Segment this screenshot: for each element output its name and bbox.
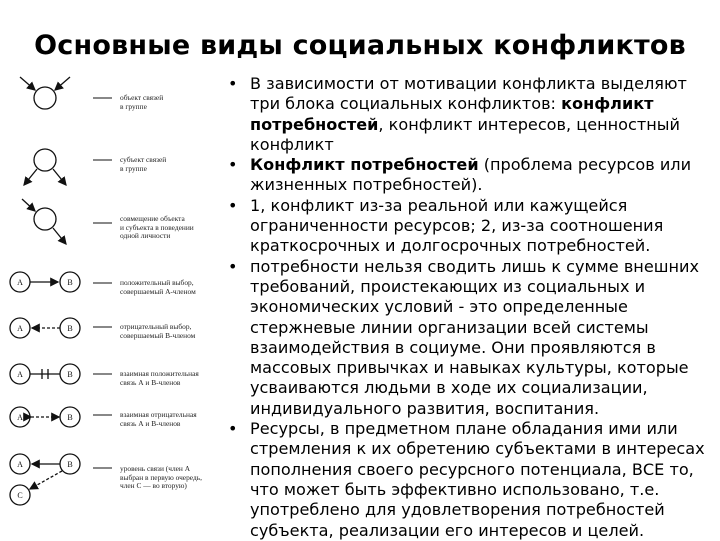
- subject-of-connections-symbol: [24, 149, 66, 185]
- node-a-label: A: [17, 370, 23, 379]
- caption-negative-choice: отрицательный выбор, совершаемый В-членом: [120, 322, 196, 340]
- caption-subject: субъект связей в группе: [120, 155, 167, 173]
- bullet-item: • В зависимости от мотивации конфликта выделяют три блока социальных конфликтов: конфликт потребностей, конфликт интересов, ценностный конфликт: [228, 74, 714, 155]
- node-b-label: B: [67, 370, 73, 379]
- node-a-label: A: [17, 413, 23, 422]
- bullet-item: • Ресурсы, в предметном плане обладания ими или стремления к их обретению субъектами в интересах пополнения своего ресурсного потенциала, ВСЕ то, что может быть эффективно использовано, т.е. употреблено для удовлетворения потребностей субъекта, реализации его интересов и целей.: [228, 419, 714, 541]
- node-b-label: B: [67, 413, 73, 422]
- combined-subject-object-symbol: [22, 199, 66, 244]
- caption-connection-level: уровень связи (член А выбран в первую очередь, член С — во вторую): [120, 464, 202, 491]
- node-a-label: A: [17, 324, 23, 333]
- node-b-label: B: [67, 460, 73, 469]
- caption-mutual-negative: взаимная отрицательная связь А и В-членов: [120, 410, 197, 428]
- bullet-list: [228, 74, 714, 541]
- object-of-connections-symbol: [20, 77, 70, 109]
- node-b-label: B: [67, 278, 73, 287]
- node-b-label: B: [67, 324, 73, 333]
- slide-title: Основные виды социальных конфликтов: [34, 30, 686, 61]
- caption-combined: совмещение объекта и субъекта в поведении одной личности: [120, 214, 194, 241]
- sociometric-legend: [0, 75, 225, 540]
- node-a-label: A: [17, 278, 23, 287]
- caption-mutual-positive: взаимная положительная связь А и В-членов: [120, 369, 199, 387]
- bullet-item: • потребности нельзя сводить лишь к сумме внешних требований, проистекающих из социальных и экономических условий - это определенные стержневые линии организации всей системы взаимодействия в социуме. Они проявляются в массовых привычках и навыках культуры, которые усваиваются людьми в ходе их социализации, индивидуального развития, воспитания.: [228, 257, 714, 419]
- node-c-label: C: [17, 491, 23, 500]
- node-a-label: A: [17, 460, 23, 469]
- bullet-item: • Конфликт потребностей (проблема ресурсов или жизненных потребностей).: [228, 155, 714, 196]
- caption-positive-choice: положительный выбор, совершаемый А-членом: [120, 278, 196, 296]
- caption-object: объект связей в группе: [120, 93, 164, 111]
- bullet-item: • 1, конфликт из-за реальной или кажущейся ограниченности ресурсов; 2, из-за соотношения краткосрочных и долгосрочных потребностей.: [228, 196, 714, 257]
